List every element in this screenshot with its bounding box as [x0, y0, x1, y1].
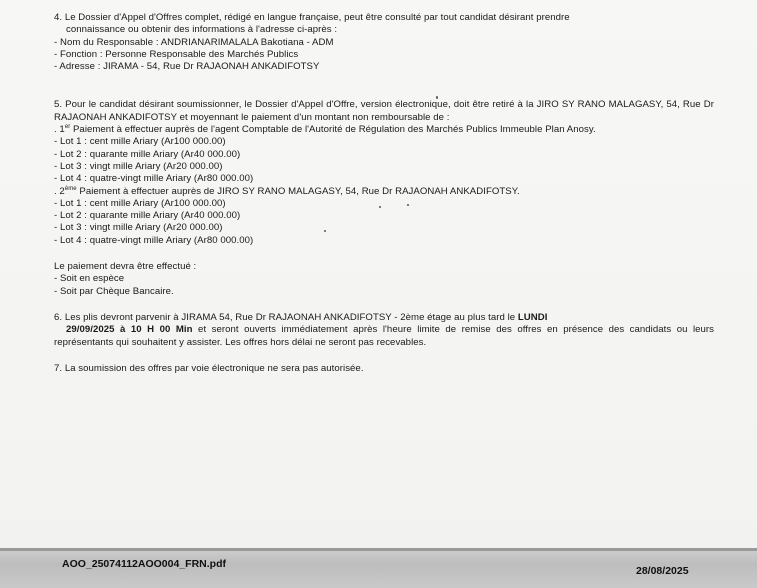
payment-2-lot-1: - Lot 1 : cent mille Ariary (Ar100 000.00) [54, 197, 226, 209]
section-6-part-c: et seront ouverts immédiatement après l'heure limite de remise des offres en présence des candidats ou leurs représentants qui souhaitent y assister. Les offres hors délai ne seront pas recevables. [54, 324, 714, 348]
section-7-text: 7. La soumission des offres par voie électronique ne sera pas autorisée. [54, 362, 364, 374]
footer-divider [0, 548, 757, 551]
payment-method-cash: - Soit en espèce [54, 273, 125, 285]
section-6-text [54, 312, 714, 349]
payment-methods-intro: Le paiement devra être effectué : [54, 261, 197, 273]
responsible-address: - Adresse : JIRAMA - 54, Rue Dr RAJAONAH ANKADIFOTSY [54, 61, 320, 73]
payment-1-lot-3: - Lot 3 : vingt mille Ariary (Ar20 000.00) [54, 160, 223, 172]
responsible-function: - Fonction : Personne Responsable des Marchés Publics [54, 48, 299, 60]
section-4 [54, 12, 714, 73]
page-footer [0, 548, 757, 588]
scan-speck [379, 206, 381, 208]
section-5-intro: 5. Pour le candidat désirant soumissionner, le Dossier d'Appel d'Offre, version électronique, doit être retiré à la JIRO SY RANO MALAGASY, 54, Rue Dr RAJAONAH ANKADIFOTSY et moyennant le paiement d'un montant non remboursable de : [54, 99, 714, 123]
scan-speck [324, 230, 326, 232]
payment-2-ordinal: ème [64, 185, 77, 192]
document-body [54, 12, 714, 375]
payment-2-lot-3: - Lot 3 : vingt mille Ariary (Ar20 000.00) [54, 222, 223, 234]
payment-1-number: . 1 [54, 124, 65, 136]
payment-2-number: . 2 [54, 185, 65, 197]
payment-1-heading [54, 124, 714, 136]
payment-1-lot-1: - Lot 1 : cent mille Ariary (Ar100 000.00) [54, 136, 226, 148]
section-4-line-2: connaissance ou obtenir des informations à l'adresse ci-après : [66, 24, 338, 36]
scan-speck [407, 204, 409, 206]
section-6-part-a: 6. Les plis devront parvenir à JIRAMA 54, Rue Dr RAJAONAH ANKADIFOTSY - 2ème étage au plus tard le [54, 311, 518, 323]
payment-1-lot-2: - Lot 2 : quarante mille Ariary (Ar40 000.00) [54, 148, 241, 160]
footer-date: 28/08/2025 [636, 565, 689, 577]
payment-methods [54, 261, 714, 298]
payment-2-heading [54, 186, 714, 198]
deadline-datetime: 29/09/2025 à 10 H 00 Min [66, 324, 193, 336]
scan-speck [436, 96, 438, 99]
payment-1-text: Paiement à effectuer auprès de l'agent Comptable de l'Autorité de Régulation des Marchés Publics Immeuble Plan Anosy. [70, 124, 596, 136]
payment-2-text: Paiement à effectuer auprès de JIRO SY RANO MALAGASY, 54, Rue Dr RAJAONAH ANKADIFOTSY. [76, 185, 520, 197]
payment-2-lot-4: - Lot 4 : quatre-vingt mille Ariary (Ar80 000.00) [54, 234, 254, 246]
payment-1-lot-4: - Lot 4 : quatre-vingt mille Ariary (Ar80 000.00) [54, 173, 254, 185]
responsible-name: - Nom du Responsable : ANDRIANARIMALALA Bakotiana - ADM [54, 36, 334, 48]
payment-method-cheque: - Soit par Chèque Bancaire. [54, 285, 174, 297]
section-5 [54, 99, 714, 247]
section-6 [54, 312, 714, 349]
deadline-day: LUNDI [517, 311, 548, 323]
section-4-line-1: 4. Le Dossier d'Appel d'Offres complet, rédigé en langue française, peut être consulté par tout candidat désirant prendre [54, 12, 570, 23]
footer-filename: AOO_25074112AOO004_FRN.pdf [62, 558, 226, 570]
payment-2-lot-2: - Lot 2 : quarante mille Ariary (Ar40 000.00) [54, 210, 241, 222]
payment-1-ordinal: er [64, 124, 71, 131]
